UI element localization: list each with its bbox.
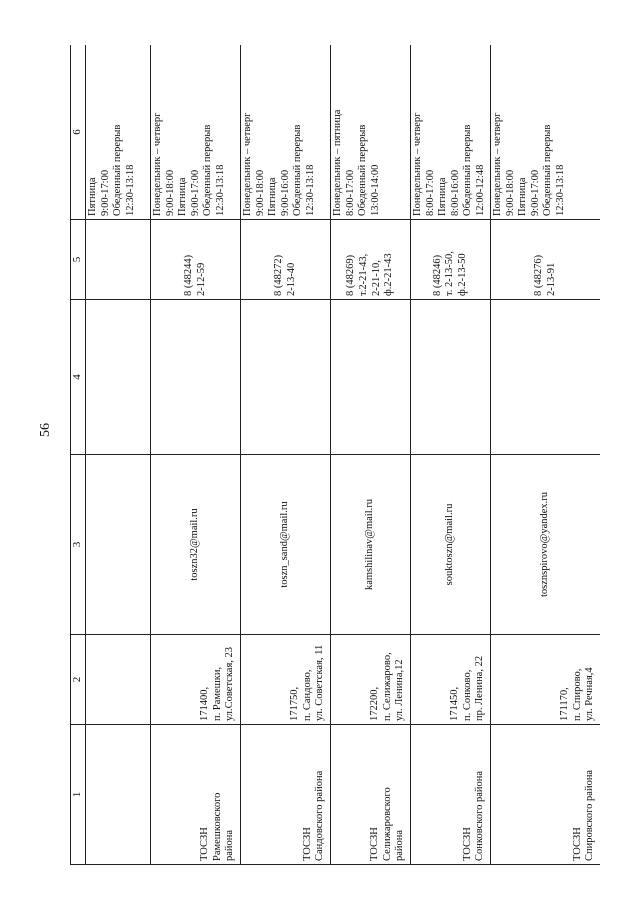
- address-cell: [491, 635, 601, 725]
- org-name-cell: [411, 725, 491, 865]
- schedule-line: 9:00-16:00: [279, 169, 291, 216]
- table-row: [411, 45, 491, 865]
- org-name-line: Селижаровского: [381, 787, 393, 861]
- schedule-line: 8:00-17:00: [344, 169, 356, 216]
- col4-cell: [411, 300, 491, 455]
- phone-line: 2-21-10,: [370, 260, 382, 296]
- org-name-cell: [241, 725, 331, 865]
- col4-cell: [241, 300, 331, 455]
- address-cell: [151, 635, 241, 725]
- table-row: [151, 45, 241, 865]
- phone-cell: [411, 220, 491, 300]
- phone-cell: [151, 220, 241, 300]
- schedule-line: Понедельник – четверг: [492, 112, 503, 216]
- phone-line: т. 2-13-50,: [444, 251, 456, 296]
- schedule-line: 12:00-12:48: [474, 164, 486, 216]
- schedule-cell: [491, 45, 601, 220]
- email-address: kamshilinav@mail.ru: [364, 498, 376, 591]
- schedule-cell: [151, 45, 241, 220]
- schedule-line: Понедельник – четверг: [152, 112, 163, 216]
- schedule-cell: [86, 45, 151, 220]
- schedule-line: 8:00-16:00: [449, 169, 461, 216]
- email-cell: [491, 455, 601, 635]
- address-line: 171400,: [199, 686, 211, 721]
- email-address: toszn32@mail.ru: [189, 508, 201, 581]
- address-line: ул. Советская, 11: [314, 644, 326, 721]
- schedule-line: 9:00-18:00: [254, 169, 266, 216]
- schedule-line: 8:00-17:00: [424, 169, 436, 216]
- page-number: 56: [38, 423, 53, 437]
- empty-cell: [86, 220, 151, 300]
- column-header: 4: [71, 300, 86, 455]
- org-name-line: Сонковского района: [474, 770, 486, 861]
- address-cell: [331, 635, 411, 725]
- empty-cell: [86, 300, 151, 455]
- schedule-line: 12:30-13:18: [304, 164, 316, 216]
- column-header: 3: [71, 455, 86, 635]
- schedule-line: 13:00-14:00: [369, 164, 381, 216]
- address-line: п. Спирово,: [571, 668, 583, 721]
- org-name-line: ТОСЗН: [461, 827, 473, 861]
- address-line: ул. Речная,4: [584, 667, 596, 721]
- address-line: п. Сандово,: [301, 669, 313, 721]
- schedule-line: 9:00-17:00: [189, 169, 201, 216]
- phone-line: 2-12-59: [195, 262, 207, 296]
- schedule-line: Обеденный перерыв: [357, 124, 369, 216]
- org-name-line: Рамешковского: [211, 792, 223, 861]
- org-name-line: района: [394, 829, 406, 861]
- address-line: 172200,: [369, 686, 381, 721]
- address-cell: [411, 635, 491, 725]
- schedule-line: Пятница: [267, 177, 279, 216]
- rotated-table-frame: [70, 45, 600, 865]
- schedule-line: 9:00-18:00: [164, 169, 176, 216]
- schedule-cell: [241, 45, 331, 220]
- address-line: 171450,: [449, 686, 461, 721]
- phone-line: 8 (48276): [532, 254, 544, 296]
- address-line: 171750,: [289, 686, 301, 721]
- table-container: [70, 45, 600, 865]
- col4-cell: [491, 300, 601, 455]
- org-name-line: ТОСЗН: [369, 827, 381, 861]
- phone-line: 2-13-91: [545, 262, 557, 296]
- phone-line: 8 (48269): [345, 254, 357, 296]
- email-cell: [151, 455, 241, 635]
- phone-line: ф.2-21-43: [383, 253, 395, 296]
- phone-line: 8 (48244): [182, 254, 194, 296]
- phone-line: 8 (48246): [431, 254, 443, 296]
- address-line: ул. Ленина,12: [394, 659, 406, 721]
- org-name-line: района: [224, 829, 236, 861]
- col4-cell: [331, 300, 411, 455]
- address-cell: [241, 635, 331, 725]
- schedule-line: Обеденный перерыв: [462, 124, 474, 216]
- schedule-line: Пятница: [437, 177, 449, 216]
- schedule-line: Обеденный перерыв: [292, 124, 304, 216]
- org-name-line: ТОСЗН: [301, 827, 313, 861]
- table-body: [71, 45, 601, 865]
- phone-cell: [331, 220, 411, 300]
- schedule-cell: [411, 45, 491, 220]
- address-line: ул.Советская, 23: [224, 646, 236, 721]
- schedule-line: 12:30-13:18: [214, 164, 226, 216]
- address-line: п. Рамешки,: [211, 666, 223, 721]
- empty-cell: [86, 455, 151, 635]
- phone-line: 2-13-40: [285, 262, 297, 296]
- email-cell: [411, 455, 491, 635]
- org-name-line: Сандовского района: [314, 770, 326, 861]
- schedule-line: Понедельник – пятница: [332, 109, 343, 216]
- email-cell: [331, 455, 411, 635]
- schedule-line: Обеденный перерыв: [542, 124, 554, 216]
- column-header: 2: [71, 635, 86, 725]
- schedule-cell: [331, 45, 411, 220]
- continuation-row: [86, 45, 151, 865]
- org-name-cell: [491, 725, 601, 865]
- schedule-line: Пятница: [177, 177, 189, 216]
- schedule-line: Обеденный перерыв: [112, 124, 124, 216]
- email-address: tosznspirovo@yandex.ru: [539, 491, 551, 598]
- address-line: п. Селижарово,: [381, 652, 393, 721]
- offices-table: [70, 45, 600, 865]
- schedule-line: 9:00-17:00: [99, 169, 111, 216]
- schedule-line: Понедельник – четверг: [242, 112, 253, 216]
- column-header: 1: [71, 725, 86, 865]
- org-name-line: ТОСЗН: [571, 827, 583, 861]
- email-address: toszn_sand@mail.ru: [279, 501, 291, 588]
- empty-cell: [86, 725, 151, 865]
- email-address: souktoszn@mail.ru: [444, 503, 456, 586]
- phone-cell: [241, 220, 331, 300]
- address-line: п. Сонково,: [461, 669, 473, 721]
- phone-cell: [491, 220, 601, 300]
- address-line: пр. Ленина, 22: [474, 655, 486, 721]
- org-name-cell: [151, 725, 241, 865]
- table-row: [491, 45, 601, 865]
- table-row: [331, 45, 411, 865]
- table-row: [241, 45, 331, 865]
- address-line: 171170,: [559, 687, 571, 721]
- column-header: 5: [71, 220, 86, 300]
- schedule-line: Пятница: [87, 177, 98, 216]
- schedule-line: 9:00-18:00: [504, 169, 516, 216]
- org-name-line: Спировского района: [584, 769, 596, 861]
- phone-line: т.2-21-43,: [357, 253, 369, 296]
- schedule-line: 12:30-13:18: [554, 164, 566, 216]
- schedule-line: Понедельник – четверг: [412, 112, 423, 216]
- empty-cell: [86, 635, 151, 725]
- schedule-line: 12:30-13:18: [124, 164, 136, 216]
- schedule-line: 9:00-17:00: [529, 169, 541, 216]
- phone-line: ф.2-13-50: [456, 253, 468, 296]
- schedule-line: Обеденный перерыв: [202, 124, 214, 216]
- col4-cell: [151, 300, 241, 455]
- phone-line: 8 (48272): [272, 254, 284, 296]
- column-header: 6: [71, 45, 86, 220]
- email-cell: [241, 455, 331, 635]
- org-name-cell: [331, 725, 411, 865]
- schedule-line: Пятница: [517, 177, 529, 216]
- header-row: [71, 45, 86, 865]
- org-name-line: ТОСЗН: [199, 827, 211, 861]
